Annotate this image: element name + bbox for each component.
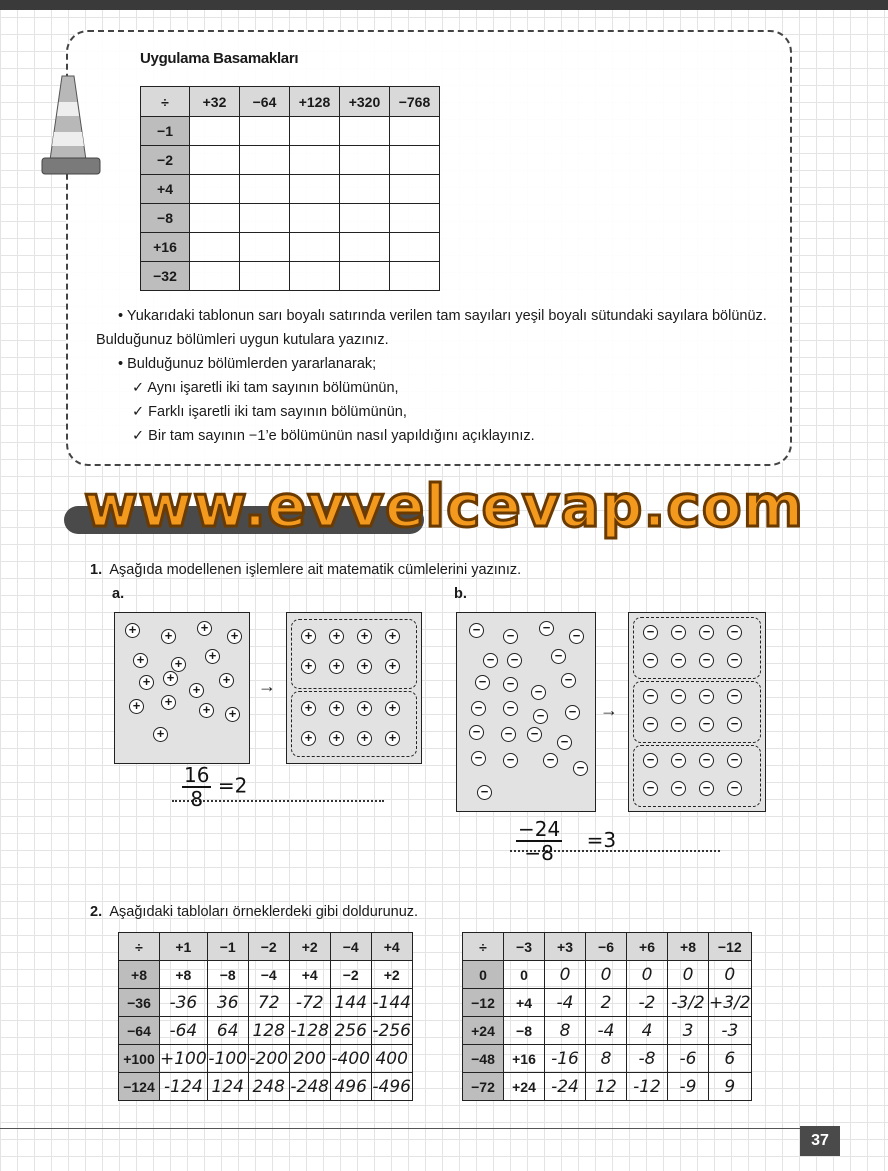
column-header: −3 [504, 933, 545, 961]
minus-counter-icon: − [671, 781, 686, 796]
plus-counter-icon: + [225, 707, 240, 722]
example-cell: +16 [504, 1045, 545, 1073]
plus-counter-icon: + [301, 659, 316, 674]
minus-counter-icon: − [699, 653, 714, 668]
top-bar [0, 0, 888, 10]
plus-counter-icon: + [153, 727, 168, 742]
column-header: +3 [545, 933, 586, 961]
answer-result: =2 [217, 773, 248, 798]
row-header: +8 [119, 961, 160, 989]
plus-counter-icon: + [301, 731, 316, 746]
minus-counter-icon: − [727, 753, 742, 768]
column-header: +6 [627, 933, 668, 961]
minus-counter-icon: − [561, 673, 576, 688]
plus-counter-icon: + [163, 671, 178, 686]
plus-counter-icon: + [125, 623, 140, 638]
handwritten-answer-cell[interactable]: 36 [207, 989, 248, 1017]
plus-counter-icon: + [385, 629, 400, 644]
empty-answer-cell[interactable] [290, 146, 340, 175]
handwritten-answer-cell[interactable]: 128 [248, 1017, 289, 1045]
column-header: −1 [207, 933, 248, 961]
example-cell: 0 [504, 961, 545, 989]
handwritten-answer-cell[interactable]: -72 [289, 989, 330, 1017]
empty-answer-cell[interactable] [290, 175, 340, 204]
division-table-left [118, 932, 413, 1101]
empty-answer-cell[interactable] [240, 175, 290, 204]
minus-counter-icon: − [503, 677, 518, 692]
empty-answer-cell[interactable] [340, 117, 390, 146]
minus-counter-icon: − [469, 725, 484, 740]
handwritten-answer-cell[interactable]: 8 [545, 1017, 586, 1045]
handwritten-answer-cell[interactable]: +3/2 [709, 989, 752, 1017]
column-header: +1 [160, 933, 208, 961]
question-text: Aşağıdaki tabloları örneklerdeki gibi doldurunuz. [109, 904, 419, 920]
minus-counter-icon: − [727, 653, 742, 668]
example-cell: +2 [371, 961, 412, 989]
handwritten-answer-cell[interactable]: -16 [545, 1045, 586, 1073]
division-practice-table [140, 86, 440, 291]
example-cell: −4 [248, 961, 289, 989]
column-header: +128 [290, 87, 340, 117]
empty-answer-cell[interactable] [240, 204, 290, 233]
answer-numerator: −24 [518, 817, 561, 841]
minus-counter-icon: − [643, 753, 658, 768]
footer-line [0, 1128, 800, 1129]
plus-counter-icon: + [357, 731, 372, 746]
answer-denominator: −8 [524, 841, 554, 865]
empty-answer-cell[interactable] [240, 146, 290, 175]
plus-counter-icon: + [219, 673, 234, 688]
minus-counter-icon: − [539, 621, 554, 636]
handwritten-answer-cell[interactable]: 8 [586, 1045, 627, 1073]
row-header: −72 [463, 1073, 504, 1101]
plus-counter-icon: + [329, 731, 344, 746]
handwritten-answer-cell[interactable]: -496 [371, 1073, 412, 1101]
column-header: +320 [340, 87, 390, 117]
empty-answer-cell[interactable] [290, 233, 340, 262]
question-2 [90, 904, 418, 920]
empty-answer-cell[interactable] [190, 262, 240, 291]
question-text: Aşağıda modellenen işlemlere ait matematik cümlelerini yazınız. [109, 562, 522, 578]
plus-counter-icon: + [301, 701, 316, 716]
instruction-line: • Yukarıdaki tablonun sarı boyalı satırında verilen tam sayıları yeşil boyalı sütundaki sayılara bölünüz. Bulduğunuz bölümleri uygun kutulara yazınız. [96, 308, 767, 348]
example-cell: +8 [160, 961, 208, 989]
minus-counter-icon: − [699, 689, 714, 704]
handwritten-answer-cell[interactable]: 124 [207, 1073, 248, 1101]
instruction-line: ✓ Aynı işaretli iki tam sayının bölümünün, [132, 380, 399, 396]
row-header: +24 [463, 1017, 504, 1045]
column-header: −64 [240, 87, 290, 117]
traffic-cone-icon [40, 72, 102, 180]
minus-counter-icon: − [503, 629, 518, 644]
row-header: −36 [119, 989, 160, 1017]
minus-counter-icon: − [671, 717, 686, 732]
handwritten-answer-cell[interactable]: 72 [248, 989, 289, 1017]
minus-counter-icon: − [643, 781, 658, 796]
column-header: −768 [390, 87, 440, 117]
row-header: −12 [463, 989, 504, 1017]
empty-answer-cell[interactable] [190, 233, 240, 262]
handwritten-answer-cell[interactable]: -9 [668, 1073, 709, 1101]
minus-counter-icon: − [557, 735, 572, 750]
instructions [96, 304, 776, 448]
column-header: −2 [248, 933, 289, 961]
minus-counter-icon: − [551, 649, 566, 664]
handwritten-answer-cell[interactable]: -128 [289, 1017, 330, 1045]
plus-counter-icon: + [197, 621, 212, 636]
watermark: www.evvelcevap.com [83, 472, 805, 540]
minus-counter-icon: − [507, 653, 522, 668]
handwritten-answer-cell[interactable]: +100 [160, 1045, 208, 1073]
minus-counter-icon: − [727, 689, 742, 704]
minus-counter-icon: − [483, 653, 498, 668]
column-header: +4 [371, 933, 412, 961]
handwritten-answer-cell[interactable]: -248 [289, 1073, 330, 1101]
handwritten-answer-cell[interactable]: 0 [709, 961, 752, 989]
steps-title: Uygulama Basamakları [140, 50, 299, 67]
plus-counter-icon: + [329, 701, 344, 716]
handwritten-answer-cell[interactable]: 0 [627, 961, 668, 989]
question-1 [90, 562, 521, 578]
plus-counter-icon: + [161, 629, 176, 644]
plus-counter-icon: + [199, 703, 214, 718]
minus-counter-icon: − [671, 625, 686, 640]
empty-answer-cell[interactable] [190, 175, 240, 204]
plus-counter-icon: + [227, 629, 242, 644]
empty-answer-cell[interactable] [240, 233, 290, 262]
handwritten-answer-cell[interactable]: 6 [709, 1045, 752, 1073]
instruction-line: ✓ Bir tam sayının −1’e bölümünün nasıl yapıldığını açıklayınız. [132, 428, 535, 444]
plus-counter-icon: + [205, 649, 220, 664]
empty-answer-cell[interactable] [340, 204, 390, 233]
minus-counter-icon: − [699, 625, 714, 640]
minus-counter-icon: − [471, 751, 486, 766]
handwritten-answer-cell[interactable]: -3 [709, 1017, 752, 1045]
minus-counter-icon: − [671, 753, 686, 768]
handwritten-answer-cell[interactable]: 2 [586, 989, 627, 1017]
minus-counter-icon: − [643, 625, 658, 640]
empty-answer-cell[interactable] [390, 117, 440, 146]
empty-answer-cell[interactable] [340, 233, 390, 262]
empty-answer-cell[interactable] [390, 233, 440, 262]
minus-counter-icon: − [727, 781, 742, 796]
minus-counter-icon: − [527, 727, 542, 742]
row-header: −1 [141, 117, 190, 146]
row-header: −8 [141, 204, 190, 233]
handwritten-answer-cell[interactable]: -2 [627, 989, 668, 1017]
example-cell: +24 [504, 1073, 545, 1101]
handwritten-answer-cell[interactable]: 64 [207, 1017, 248, 1045]
empty-answer-cell[interactable] [240, 117, 290, 146]
example-cell: −2 [330, 961, 371, 989]
handwritten-answer-cell[interactable]: 4 [627, 1017, 668, 1045]
handwritten-answer-cell[interactable]: -144 [371, 989, 412, 1017]
question-number: 2. [90, 904, 103, 920]
table-corner: ÷ [119, 933, 160, 961]
handwritten-answer-cell[interactable]: -6 [668, 1045, 709, 1073]
minus-counter-icon: − [699, 717, 714, 732]
minus-counter-icon: − [565, 705, 580, 720]
empty-answer-cell[interactable] [390, 204, 440, 233]
empty-answer-cell[interactable] [340, 146, 390, 175]
minus-counter-icon: − [503, 753, 518, 768]
part-b-label: b. [454, 586, 467, 602]
minus-counter-icon: − [573, 761, 588, 776]
row-header: −48 [463, 1045, 504, 1073]
example-cell: −8 [207, 961, 248, 989]
minus-counter-icon: − [727, 625, 742, 640]
empty-answer-cell[interactable] [190, 146, 240, 175]
model-b-initial [456, 612, 596, 812]
handwritten-answer-cell[interactable]: 256 [330, 1017, 371, 1045]
empty-answer-cell[interactable] [390, 175, 440, 204]
model-a-initial [114, 612, 250, 764]
instruction-line: ✓ Farklı işaretli iki tam sayının bölümünün, [132, 404, 407, 420]
empty-answer-cell[interactable] [190, 204, 240, 233]
minus-counter-icon: − [671, 689, 686, 704]
minus-counter-icon: − [727, 717, 742, 732]
example-cell: +4 [504, 989, 545, 1017]
handwritten-answer-cell[interactable]: -124 [160, 1073, 208, 1101]
handwritten-answer-cell[interactable]: -3/2 [668, 989, 709, 1017]
plus-counter-icon: + [329, 659, 344, 674]
row-header: −2 [141, 146, 190, 175]
plus-counter-icon: + [385, 731, 400, 746]
handwritten-answer-a [182, 764, 247, 810]
minus-counter-icon: − [531, 685, 546, 700]
handwritten-answer-cell[interactable]: 12 [586, 1073, 627, 1101]
handwritten-answer-cell[interactable]: 3 [668, 1017, 709, 1045]
column-header: −4 [330, 933, 371, 961]
plus-counter-icon: + [129, 699, 144, 714]
row-header: −32 [141, 262, 190, 291]
minus-counter-icon: − [643, 717, 658, 732]
empty-answer-cell[interactable] [340, 262, 390, 291]
handwritten-answer-cell[interactable]: -256 [371, 1017, 412, 1045]
handwritten-answer-cell[interactable]: 248 [248, 1073, 289, 1101]
minus-counter-icon: − [699, 781, 714, 796]
plus-counter-icon: + [357, 659, 372, 674]
plus-counter-icon: + [385, 659, 400, 674]
table-corner: ÷ [141, 87, 190, 117]
row-header: +100 [119, 1045, 160, 1073]
handwritten-answer-cell[interactable]: -8 [627, 1045, 668, 1073]
example-cell: +4 [289, 961, 330, 989]
handwritten-answer-cell[interactable]: 9 [709, 1073, 752, 1101]
handwritten-answer-cell[interactable]: 400 [371, 1045, 412, 1073]
handwritten-answer-cell[interactable]: -4 [545, 989, 586, 1017]
empty-answer-cell[interactable] [390, 146, 440, 175]
minus-counter-icon: − [699, 753, 714, 768]
plus-counter-icon: + [139, 675, 154, 690]
minus-counter-icon: − [671, 653, 686, 668]
column-header: +32 [190, 87, 240, 117]
column-header: +2 [289, 933, 330, 961]
minus-counter-icon: − [533, 709, 548, 724]
plus-counter-icon: + [133, 653, 148, 668]
handwritten-answer-cell[interactable]: -4 [586, 1017, 627, 1045]
handwritten-answer-cell[interactable]: -24 [545, 1073, 586, 1101]
handwritten-answer-cell[interactable]: 0 [668, 961, 709, 989]
handwritten-answer-cell[interactable]: -12 [627, 1073, 668, 1101]
handwritten-answer-cell[interactable]: -400 [330, 1045, 371, 1073]
model-b-grouped [628, 612, 766, 812]
row-header: −64 [119, 1017, 160, 1045]
minus-counter-icon: − [469, 623, 484, 638]
handwritten-answer-cell[interactable]: -64 [160, 1017, 208, 1045]
handwritten-answer-cell[interactable]: 144 [330, 989, 371, 1017]
handwritten-answer-cell[interactable]: -200 [248, 1045, 289, 1073]
empty-answer-cell[interactable] [240, 262, 290, 291]
empty-answer-cell[interactable] [390, 262, 440, 291]
column-header: +8 [668, 933, 709, 961]
handwritten-answer-cell[interactable]: 0 [586, 961, 627, 989]
minus-counter-icon: − [569, 629, 584, 644]
division-table-right [462, 932, 752, 1101]
answer-denominator: 8 [190, 787, 204, 811]
handwritten-answer-cell[interactable]: 496 [330, 1073, 371, 1101]
handwritten-answer-cell[interactable]: -100 [207, 1045, 248, 1073]
plus-counter-icon: + [301, 629, 316, 644]
instruction-line: • Bulduğunuz bölümlerden yararlanarak; [118, 356, 377, 372]
row-header: 0 [463, 961, 504, 989]
plus-counter-icon: + [171, 657, 186, 672]
handwritten-answer-cell[interactable]: -36 [160, 989, 208, 1017]
empty-answer-cell[interactable] [190, 117, 240, 146]
arrow-icon: → [600, 700, 618, 720]
arrow-icon: → [258, 676, 276, 696]
question-number: 1. [90, 562, 103, 578]
answer-numerator: 16 [184, 763, 210, 787]
row-header: −124 [119, 1073, 160, 1101]
plus-counter-icon: + [329, 629, 344, 644]
plus-counter-icon: + [189, 683, 204, 698]
minus-counter-icon: − [643, 689, 658, 704]
plus-counter-icon: + [161, 695, 176, 710]
plus-counter-icon: + [357, 629, 372, 644]
column-header: −6 [586, 933, 627, 961]
row-header: +16 [141, 233, 190, 262]
part-a-label: a. [112, 586, 125, 602]
table-corner: ÷ [463, 933, 504, 961]
minus-counter-icon: − [501, 727, 516, 742]
page-number: 37 [800, 1126, 840, 1156]
empty-answer-cell[interactable] [340, 175, 390, 204]
plus-counter-icon: + [385, 701, 400, 716]
model-a-grouped [286, 612, 422, 764]
minus-counter-icon: − [471, 701, 486, 716]
plus-counter-icon: + [357, 701, 372, 716]
minus-counter-icon: − [643, 653, 658, 668]
handwritten-answer-cell[interactable]: 200 [289, 1045, 330, 1073]
handwritten-answer-cell[interactable]: 0 [545, 961, 586, 989]
empty-answer-cell[interactable] [290, 204, 340, 233]
minus-counter-icon: − [477, 785, 492, 800]
minus-counter-icon: − [475, 675, 490, 690]
minus-counter-icon: − [503, 701, 518, 716]
empty-answer-cell[interactable] [290, 117, 340, 146]
minus-counter-icon: − [543, 753, 558, 768]
row-header: +4 [141, 175, 190, 204]
handwritten-answer-b [516, 818, 616, 864]
example-cell: −8 [504, 1017, 545, 1045]
empty-answer-cell[interactable] [290, 262, 340, 291]
column-header: −12 [709, 933, 752, 961]
answer-result: =3 [586, 827, 617, 852]
